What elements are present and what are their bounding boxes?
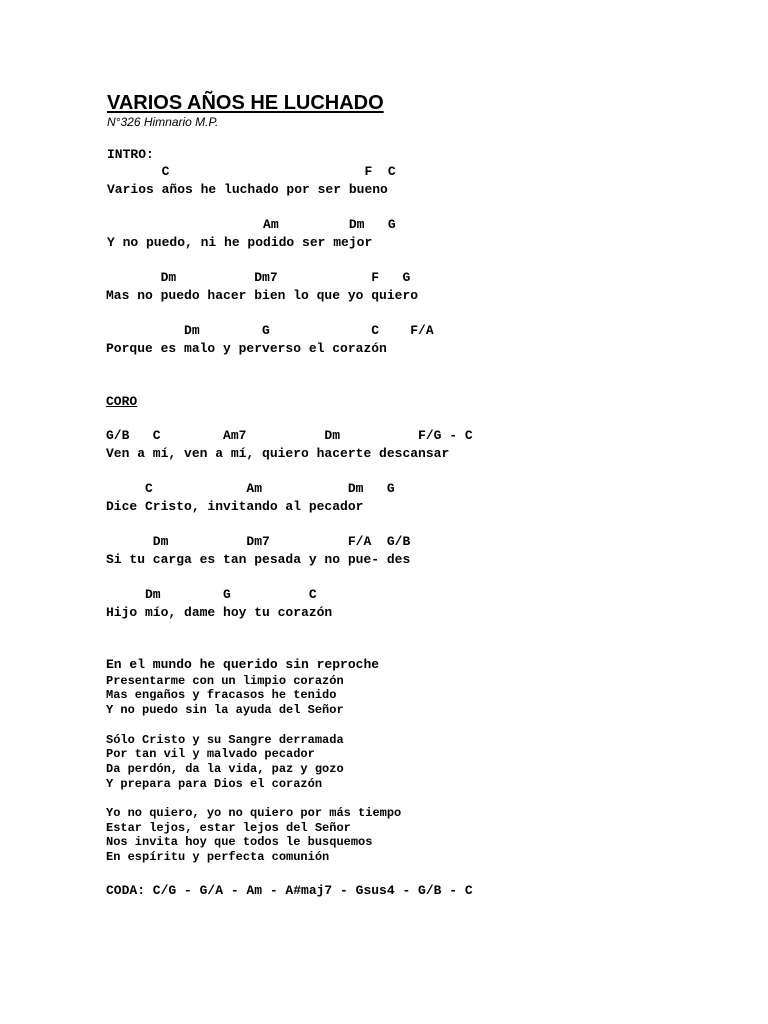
lyric-line: Varios años he luchado por ser bueno [107, 182, 388, 197]
lyric-line: Por tan vil y malvado pecador [106, 747, 315, 761]
coda-line: CODA: C/G - G/A - Am - A#maj7 - Gsus4 - G/B - C [106, 883, 473, 898]
chord-line: Dm G C [106, 587, 317, 602]
lyric-line: Porque es malo y perverso el corazón [106, 341, 387, 356]
chord-line: C F C [107, 164, 396, 179]
lyric-line: En espíritu y perfecta comunión [106, 850, 330, 864]
lyric-line: Yo no quiero, yo no quiero por más tiempo [106, 806, 402, 820]
lyric-line: Mas engaños y fracasos he tenido [106, 688, 337, 702]
lyric-line: Dice Cristo, invitando al pecador [106, 499, 364, 514]
chord-line: Dm G C F/A [106, 323, 434, 338]
lyric-line: Sólo Cristo y su Sangre derramada [106, 733, 344, 747]
chord-line: Dm Dm7 F G [106, 270, 411, 285]
lyric-line: Presentarme con un limpio corazón [106, 674, 344, 688]
lyric-line: Y no puedo, ni he podido ser mejor [107, 235, 373, 250]
lyric-line: Mas no puedo hacer bien lo que yo quiero [106, 288, 419, 303]
lyric-line: Y prepara para Dios el corazón [106, 777, 323, 791]
song-title: VARIOS AÑOS HE LUCHADO [107, 92, 384, 114]
chord-line: C Am Dm G [106, 481, 395, 496]
intro-label: INTRO: [107, 147, 154, 162]
lyric-line: Hijo mío, dame hoy tu corazón [106, 605, 333, 620]
lyric-line: En el mundo he querido sin reproche [106, 657, 380, 672]
lyric-line: Y no puedo sin la ayuda del Señor [106, 703, 344, 717]
lyric-line: Nos invita hoy que todos le busquemos [106, 835, 373, 849]
lyric-line: Da perdón, da la vida, paz y gozo [106, 762, 344, 776]
hymnal-reference: N°326 Himnario M.P. [107, 115, 219, 129]
lyric-line: Estar lejos, estar lejos del Señor [106, 821, 351, 835]
lyric-line: Ven a mí, ven a mí, quiero hacerte descansar [106, 446, 450, 461]
chord-line: Dm Dm7 F/A G/B [106, 534, 411, 549]
chord-line: G/B C Am7 Dm F/G - C [106, 428, 473, 443]
lyric-line: Si tu carga es tan pesada y no pue- des [106, 552, 411, 567]
chorus-label: CORO [106, 394, 138, 409]
chord-line: Am Dm G [107, 217, 396, 232]
